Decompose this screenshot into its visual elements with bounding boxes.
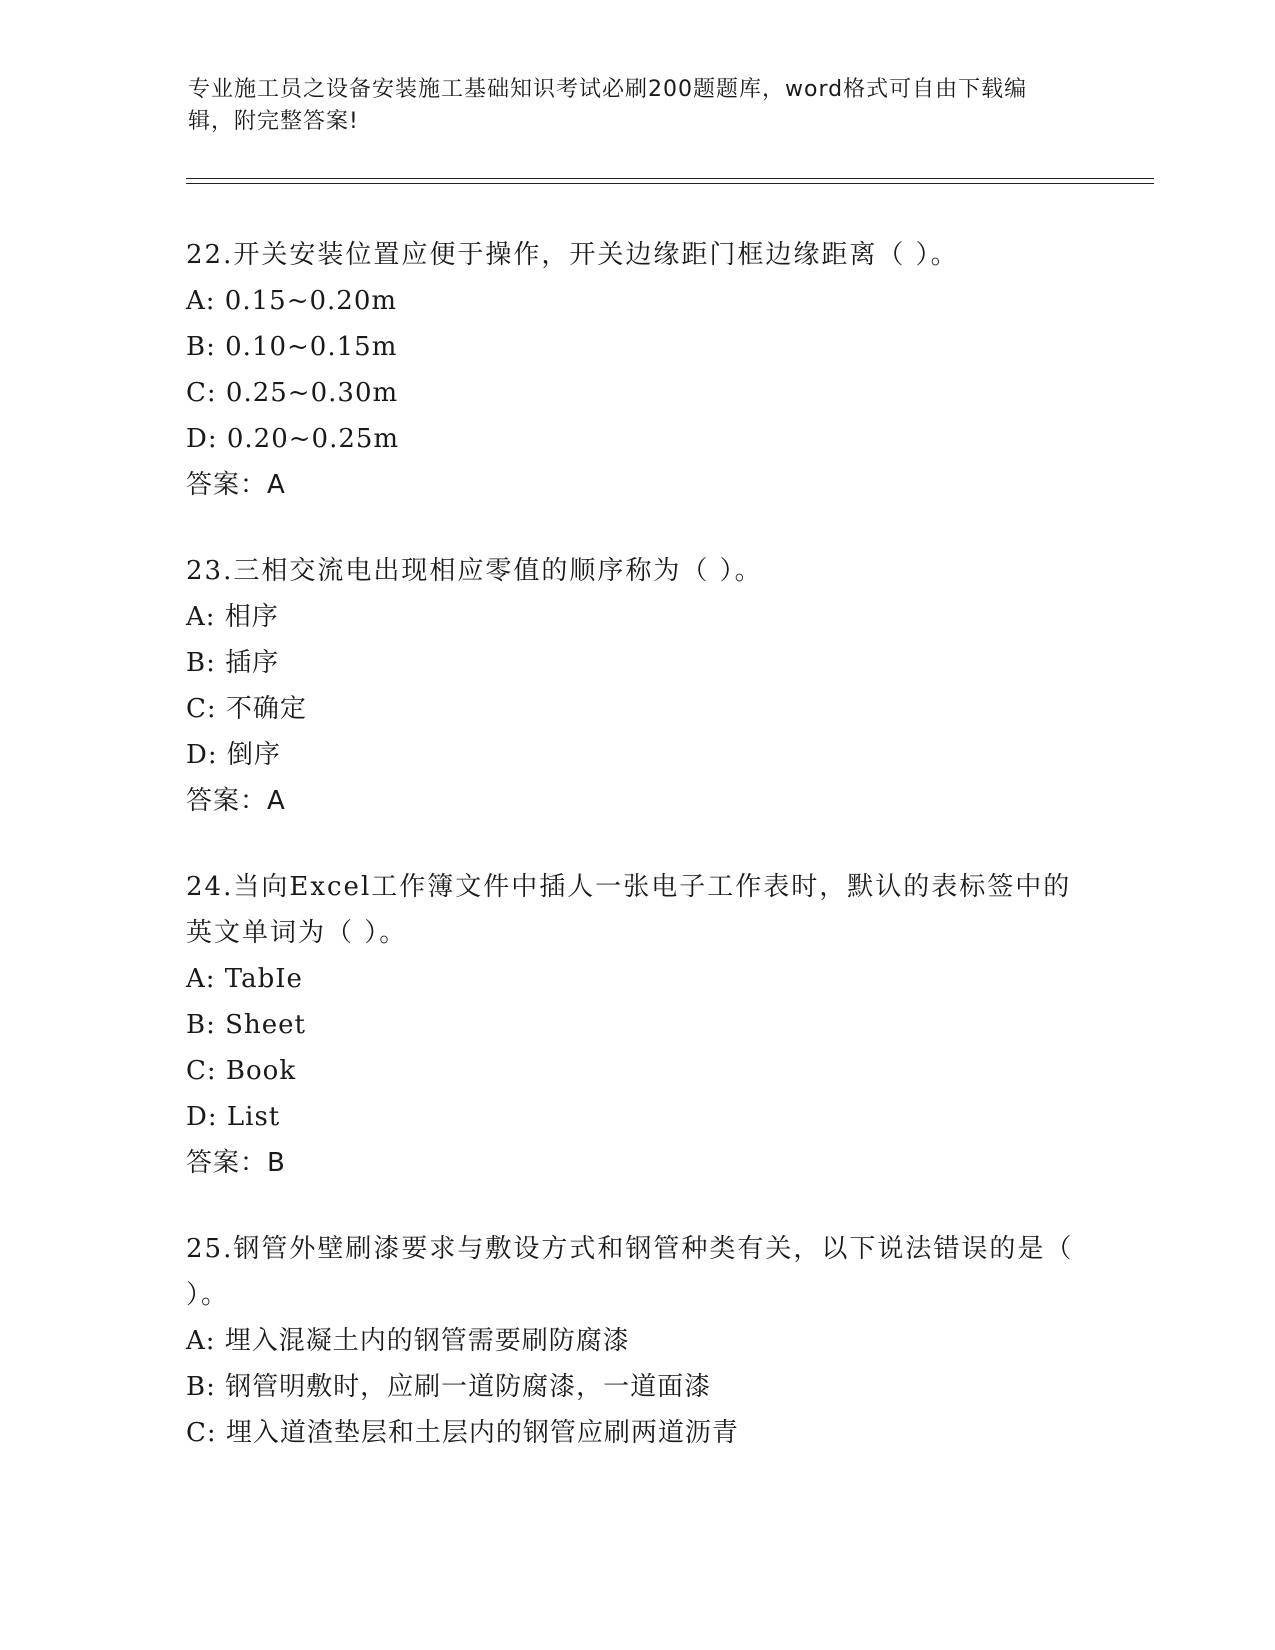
option-b: B: 0.10~0.15m [186,332,398,362]
option-a: A: 埋入混凝土内的钢管需要刷防腐漆 [186,1326,630,1356]
option-b: B: 钢管明敷时，应刷一道防腐漆，一道面漆 [186,1372,712,1402]
question-stem: 22.开关安装位置应便于操作，开关边缘距门框边缘距离（ ）。 [186,240,959,270]
answer: 答案：A [186,786,286,816]
answer: 答案：B [186,1148,286,1178]
option-a: A: 相序 [186,602,279,632]
option-a: A: TabIe [186,964,303,994]
question-25 [186,1226,1086,1456]
question-23 [186,548,1086,824]
page-header: 专业施工员之设备安装施工基础知识考试必刷200题题库，word格式可自由下载编辑，附完整答案! [188,77,1028,134]
option-b: B: Sheet [186,1010,306,1040]
option-a: A: 0.15~0.20m [186,286,398,316]
option-d: D: List [186,1102,281,1132]
option-b: B: 插序 [186,648,280,678]
header-divider [186,178,1154,184]
option-d: D: 0.20~0.25m [186,424,400,454]
question-stem: 25.钢管外壁刷漆要求与敷设方式和钢管种类有关，以下说法错误的是（ ）。 [186,1234,1074,1310]
option-c: C: Book [186,1056,297,1086]
option-c: C: 0.25~0.30m [186,378,399,408]
question-stem: 24.当向Excel工作簿文件中插人一张电子工作表时，默认的表标签中的英文单词为（ ）。 [186,872,1072,948]
answer: 答案：A [186,470,286,500]
option-c: C: 埋入道渣垫层和土层内的钢管应刷两道沥青 [186,1418,739,1448]
question-24 [186,864,1086,1186]
option-d: D: 倒序 [186,740,281,770]
question-list [186,232,1086,1496]
question-stem: 23.三相交流电出现相应零值的顺序称为（ ）。 [186,556,763,586]
option-c: C: 不确定 [186,694,307,724]
question-22 [186,232,1086,508]
